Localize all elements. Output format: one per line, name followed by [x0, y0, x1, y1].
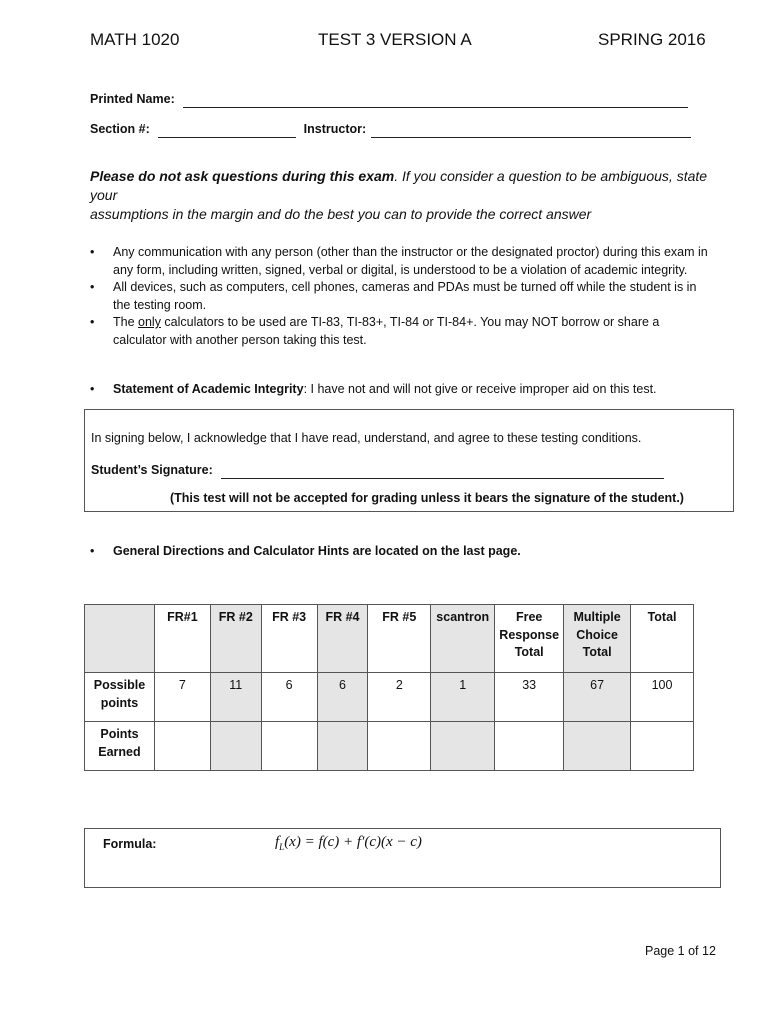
directions-item: [88, 543, 710, 561]
integrity-item: [88, 381, 710, 399]
row-label: Points Earned: [85, 722, 155, 771]
table-cell: 2: [368, 673, 431, 722]
row-label: Possible points: [85, 673, 155, 722]
col-header: FR #5: [368, 605, 431, 673]
possible-row: [85, 673, 694, 722]
earned-cell[interactable]: [261, 722, 317, 771]
table-cell: 11: [210, 673, 261, 722]
rule-item: [88, 314, 710, 349]
page-number: Page 1 of 12: [645, 944, 716, 958]
rule-3-underlined: only: [138, 315, 161, 329]
earned-row: [85, 722, 694, 771]
rule-2-text: All devices, such as computers, cell phones, cameras and PDAs must be turned off while the student is in the testing room.: [113, 280, 697, 312]
signature-row: [91, 461, 664, 479]
rule-item: [88, 279, 710, 314]
earned-cell[interactable]: [631, 722, 694, 771]
col-header: Multiple Choice Total: [564, 605, 631, 673]
instructor-label: Instructor:: [303, 122, 367, 136]
signature-label: Student’s Signature:: [91, 463, 213, 477]
printed-name-row: [90, 90, 688, 108]
earned-cell[interactable]: [317, 722, 368, 771]
notice-rest-2: assumptions in the margin and do the best you can to provide the correct answer: [90, 206, 592, 222]
signature-box: [84, 409, 734, 512]
test-title: TEST 3 VERSION A: [318, 30, 472, 49]
signature-warning: (This test will not be accepted for grading unless it bears the signature of the student.): [170, 491, 684, 505]
directions-text: General Directions and Calculator Hints are located on the last page.: [113, 544, 521, 558]
earned-cell[interactable]: [154, 722, 210, 771]
earned-cell[interactable]: [431, 722, 495, 771]
bullet-icon: •: [90, 315, 95, 329]
section-label: Section #:: [90, 122, 150, 136]
col-header: FR #2: [210, 605, 261, 673]
earned-cell[interactable]: [210, 722, 261, 771]
table-cell: 1: [431, 673, 495, 722]
earned-cell[interactable]: [368, 722, 431, 771]
table-cell: 6: [317, 673, 368, 722]
notice-rest-1: . If you consider a question to be ambiguous, state your: [90, 168, 708, 203]
table-cell: 33: [495, 673, 564, 722]
integrity-statement: [88, 381, 710, 399]
signature-field[interactable]: [221, 465, 664, 479]
col-header: FR #3: [261, 605, 317, 673]
section-field[interactable]: [158, 124, 296, 138]
earned-cell[interactable]: [495, 722, 564, 771]
rule-1-text: Any communication with any person (other than the instructor or the designated proctor) during this exam in any form, including written, signed, verbal or digital, is understood to be a violation of academic integrity.: [113, 245, 708, 277]
table-cell: 6: [261, 673, 317, 722]
formula-expression: $f_L(x) = f(c) + f'(c)(x - c)$: [275, 834, 422, 852]
notice-bold: Please do not ask questions during this exam: [90, 168, 395, 184]
bullet-icon: •: [90, 544, 95, 558]
col-header: Total: [631, 605, 694, 673]
formula-label: Formula:: [103, 837, 157, 851]
col-header: Free Response Total: [495, 605, 564, 673]
course-title: MATH 1020: [90, 30, 180, 49]
bullet-icon: •: [90, 280, 95, 294]
earned-cell[interactable]: [564, 722, 631, 771]
col-header: scantron: [431, 605, 495, 673]
printed-name-field[interactable]: [183, 94, 688, 108]
col-header: FR #4: [317, 605, 368, 673]
integrity-text: : I have not and will not give or receive improper aid on this test.: [303, 382, 657, 396]
table-cell: 7: [154, 673, 210, 722]
table-cell: 67: [564, 673, 631, 722]
integrity-label: Statement of Academic Integrity: [113, 382, 304, 396]
printed-name-label: Printed Name:: [90, 92, 175, 106]
header-row: [85, 605, 694, 673]
col-header: FR#1: [154, 605, 210, 673]
grades-table: [84, 604, 694, 771]
section-instructor-row: [90, 120, 691, 138]
rule-3-post: calculators to be used are TI-83, TI-83+, TI-84 or TI-84+. You may NOT borrow or share a calculator with another person taking this test.: [113, 315, 660, 347]
acknowledge-text: In signing below, I acknowledge that I have read, understand, and agree to these testing conditions.: [91, 431, 642, 445]
corner-cell: [85, 605, 155, 673]
bullet-icon: •: [90, 245, 95, 259]
bullet-icon: •: [90, 382, 95, 396]
exam-notice: [90, 167, 730, 224]
rule-3-pre: The: [113, 315, 139, 329]
rule-item: [88, 244, 710, 279]
directions-note: [88, 543, 710, 561]
rules-list: [88, 244, 710, 349]
instructor-field[interactable]: [371, 124, 691, 138]
table-cell: 100: [631, 673, 694, 722]
term-title: SPRING 2016: [598, 30, 706, 49]
formula-box: [84, 828, 721, 888]
